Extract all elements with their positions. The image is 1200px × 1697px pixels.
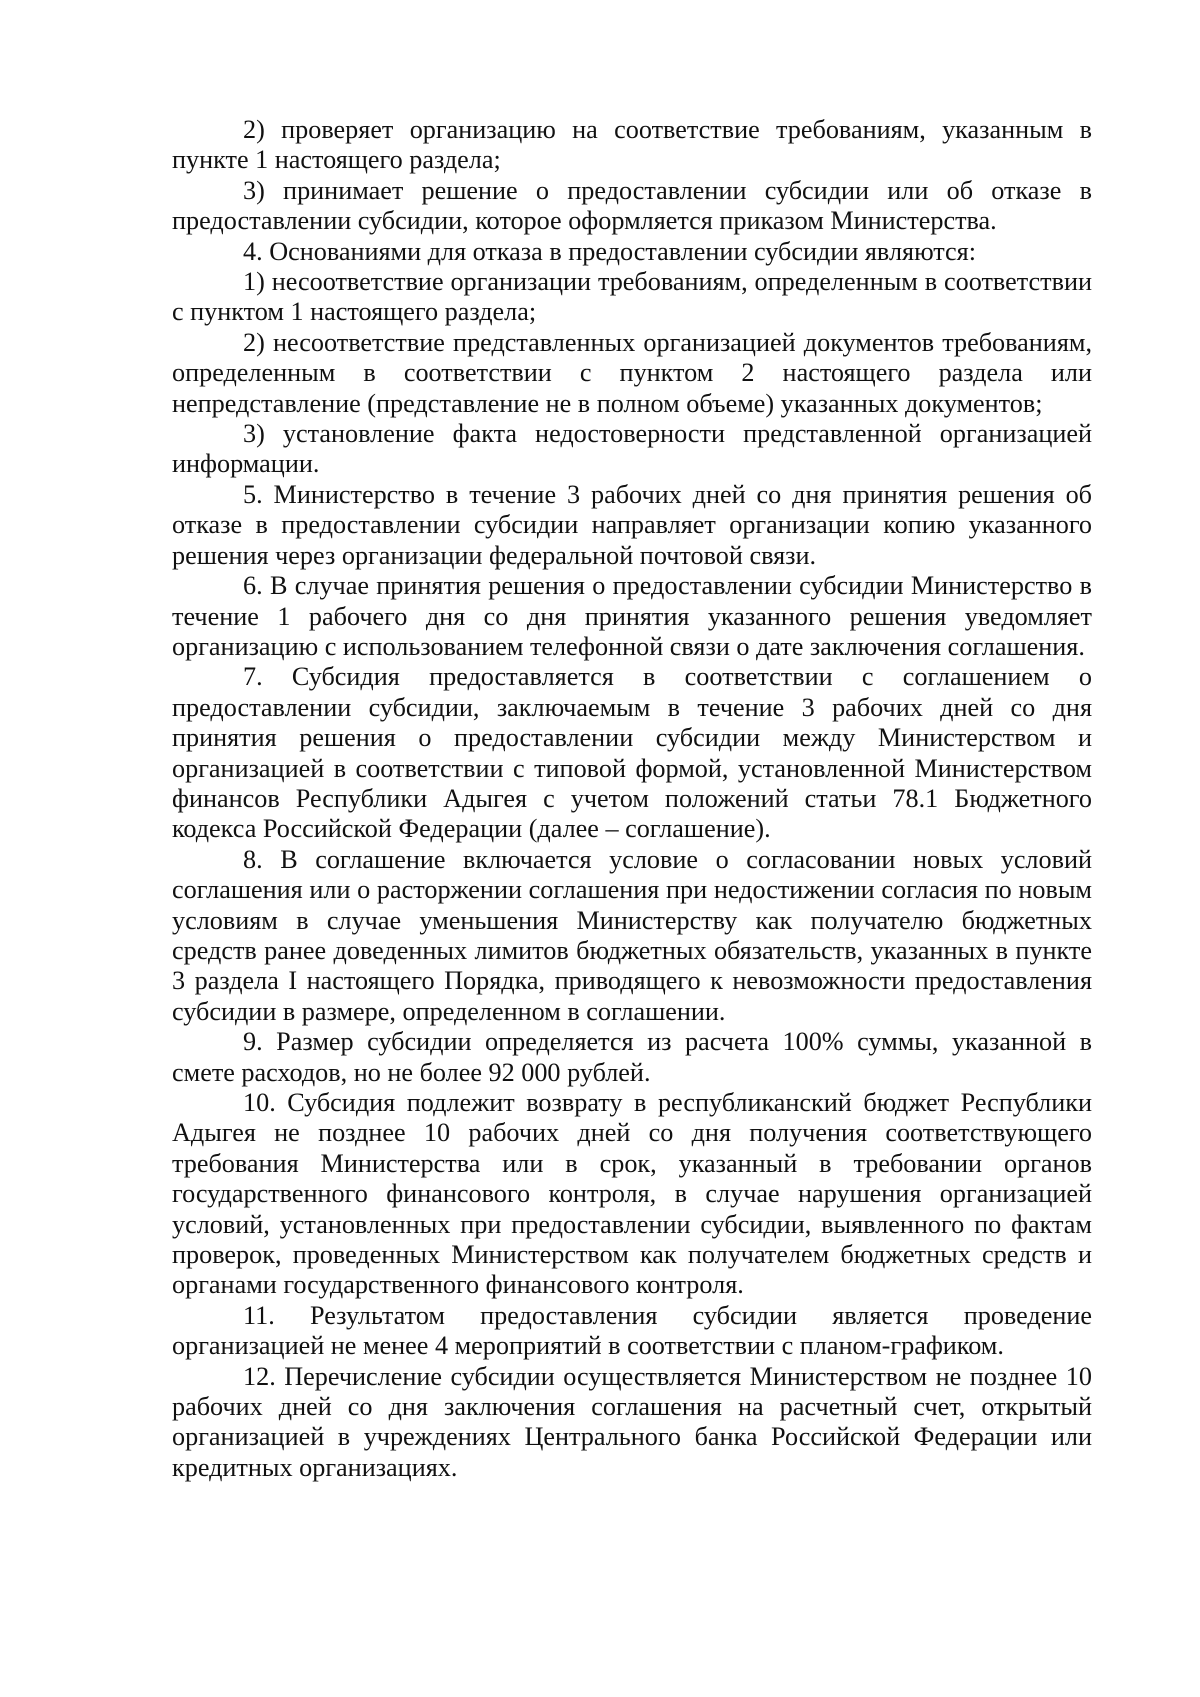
paragraph-11-result: 11. Результатом предоставления субсидии является проведение организацией не менее 4 мероприятий в соответствии с планом-графиком. [172,1300,1092,1361]
paragraph-6-approval-notice: 6. В случае принятия решения о предоставлении субсидии Министерство в течение 1 рабочего дня со дня принятия указанного решения уведомляет организацию с использованием телефонной связи о дате заключения соглашения. [172,571,1092,661]
paragraph-9-subsidy-amount: 9. Размер субсидии определяется из расчета 100% суммы, указанной в смете расходов, но не более 92 000 рублей. [172,1027,1092,1087]
paragraph-12-transfer: 12. Перечисление субсидии осуществляется Министерством не позднее 10 рабочих дней со дня заключения соглашения на расчетный счет, открытый организацией в учреждениях Центрального банка Российской Федерации или кредитных организациях. [172,1361,1092,1482]
paragraph-5-refusal-notice: 5. Министерство в течение 3 рабочих дней со дня принятия решения об отказе в предоставлении субсидии направляет организации копию указанного решения через организации федеральной почтовой связи. [172,479,1092,570]
paragraph-4-3-unreliable-info: 3) установление факта недостоверности представленной организацией информации. [172,419,1092,479]
paragraph-10-refund: 10. Субсидия подлежит возврату в республиканский бюджет Республики Адыгея не позднее 10 рабочих дней со дня получения соответствующего требования Министерства или в срок, указанный в требовании органов государственного финансового контроля, в случае нарушения организацией условий, установленных при предоставлении субсидии, выявленного по фактам проверок, проведенных Министерством как получателем бюджетных средств и органами государственного финансового контроля. [172,1088,1092,1300]
paragraph-7-agreement: 7. Субсидия предоставляется в соответствии с соглашением о предоставлении субсидии, заключаемым в течение 3 рабочих дней со дня принятия решения о предоставлении субсидии между Министерством и организацией в соответствии с типовой формой, установленной Министерством финансов Республики Адыгея с учетом положений статьи 78.1 Бюджетного кодекса Российской Федерации (далее – соглашение). [172,662,1092,844]
paragraph-4-1-nonconformity: 1) несоответствие организации требованиям, определенным в соответствии с пунктом 1 настоящего раздела; [172,267,1092,327]
document-body [172,115,1092,1483]
paragraph-4-refusal-grounds: 4. Основаниями для отказа в предоставлении субсидии являются: [243,236,976,266]
paragraph-4-2-documents: 2) несоответствие представленных организацией документов требованиям, определенным в соответствии с пунктом 2 настоящего раздела или непредставление (представление не в полном объеме) указанных документов; [172,327,1092,418]
paragraph-3-decision: 3) принимает решение о предоставлении субсидии или об отказе в предоставлении субсидии, которое оформляется приказом Министерства. [172,175,1092,236]
paragraph-8-agreement-terms: 8. В соглашение включается условие о согласовании новых условий соглашения или о расторжении соглашения при недостижении согласия по новым условиям в случае уменьшения Министерству как получателю бюджетных средств ранее доведенных лимитов бюджетных обязательств, указанных в пункте 3 раздела I настоящего Порядка, приводящего к невозможности предоставления субсидии в размере, определенном в соглашении. [172,844,1092,1026]
paragraph-2-check-organization: 2) проверяет организацию на соответствие требованиям, указанным в пункте 1 настоящего раздела; [172,115,1092,175]
